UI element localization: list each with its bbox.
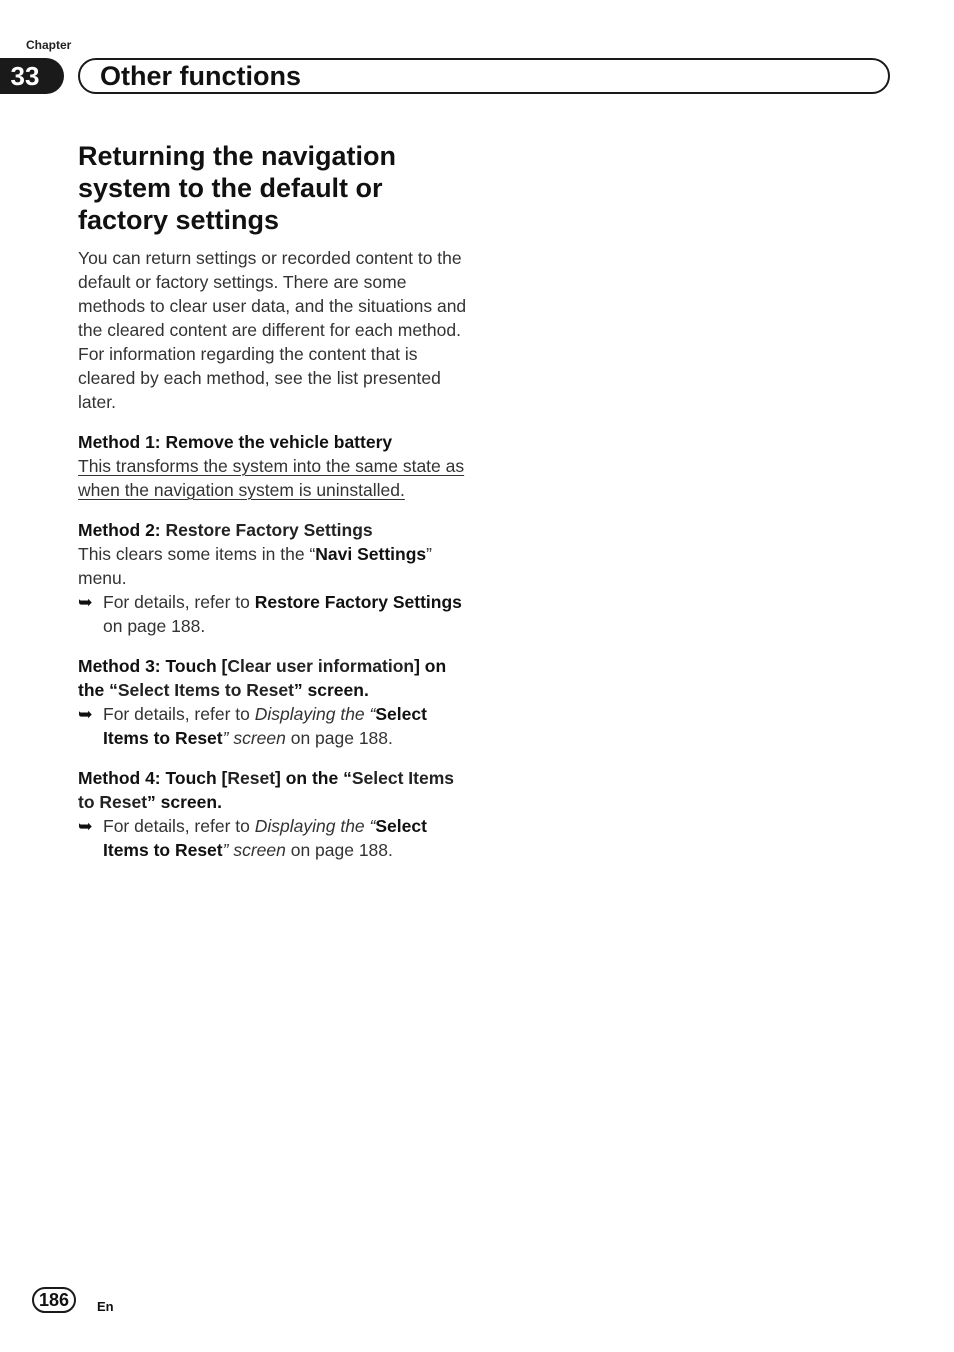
method-3-reference: [78, 702, 470, 750]
method-3-heading-b: Clear user information: [227, 656, 415, 676]
method-3: [78, 654, 470, 750]
method-4-ref-pre: For details, refer to: [103, 816, 255, 836]
method-3-ref-pre: For details, refer to: [103, 704, 255, 724]
method-2-ref-post: on page 188.: [103, 616, 206, 636]
arrow-right-icon: ➥: [78, 704, 93, 724]
method-2-body-bold: Navi Settings: [315, 544, 427, 564]
chapter-number: 33: [0, 58, 64, 94]
method-4-heading-b: Reset: [227, 768, 276, 788]
method-3-ref-italic: Displaying the “: [254, 704, 376, 724]
method-3-heading-c: ] on the “: [78, 656, 447, 700]
method-2-heading-name: Restore Factory Settings: [165, 520, 373, 540]
method-2-ref-pre: For details, refer to: [103, 592, 255, 612]
method-4-heading-a: Method 4: Touch [: [78, 768, 228, 788]
method-4-heading-c: ] on the “: [275, 768, 352, 788]
method-4-ref-post: on page 188.: [285, 840, 393, 860]
page-number: 186: [32, 1287, 76, 1313]
method-4-reference: [78, 814, 470, 862]
method-2-heading-label: Method 2:: [78, 520, 161, 540]
method-2-heading: [78, 518, 470, 542]
arrow-right-icon: ➥: [78, 816, 93, 836]
section-title: Returning the navigation system to the default or factory settings: [78, 141, 397, 235]
main-content: [78, 140, 470, 878]
method-1-heading: Method 1: Remove the vehicle battery: [78, 432, 393, 452]
method-2-body-post: ” menu.: [78, 544, 432, 588]
method-4: [78, 766, 470, 862]
method-2: [78, 518, 470, 638]
method-1: [78, 430, 470, 502]
method-3-heading-a: Method 3: Touch [: [78, 656, 228, 676]
arrow-right-icon: ➥: [78, 592, 93, 612]
method-3-ref-post: on page 188.: [285, 728, 393, 748]
method-3-heading: [78, 654, 470, 702]
method-4-ref-italic2: ” screen: [222, 840, 286, 860]
method-3-ref-italic2: ” screen: [222, 728, 286, 748]
language-code: En: [97, 1299, 114, 1314]
method-2-reference: [78, 590, 470, 638]
method-4-ref-link[interactable]: Select Items to Reset: [103, 816, 427, 860]
method-4-heading: [78, 766, 470, 814]
method-3-ref-link[interactable]: Select Items to Reset: [103, 704, 427, 748]
method-2-body-pre: This clears some items in the “: [78, 544, 316, 564]
chapter-title-bar: [78, 58, 890, 94]
method-1-body: This transforms the system into the same state as when the navigation system is uninstalled.: [78, 456, 465, 500]
method-4-heading-d: Select Items to Reset: [78, 768, 454, 812]
method-3-heading-d: Select Items to Reset: [117, 680, 294, 700]
method-4-ref-italic: Displaying the “: [254, 816, 376, 836]
method-2-ref-link[interactable]: Restore Factory Settings: [254, 592, 462, 612]
method-2-body: [78, 542, 470, 590]
method-4-heading-e: ” screen.: [147, 792, 222, 812]
chapter-title: Other functions: [100, 61, 301, 91]
chapter-label: Chapter: [26, 38, 72, 52]
section-intro: You can return settings or recorded content to the default or factory settings. There are some methods to clear user data, and the situations and the cleared content are different for each method. For information regarding the content that is cleared by each method, see the list presented later.: [78, 248, 467, 412]
method-3-heading-e: ” screen.: [293, 680, 369, 700]
